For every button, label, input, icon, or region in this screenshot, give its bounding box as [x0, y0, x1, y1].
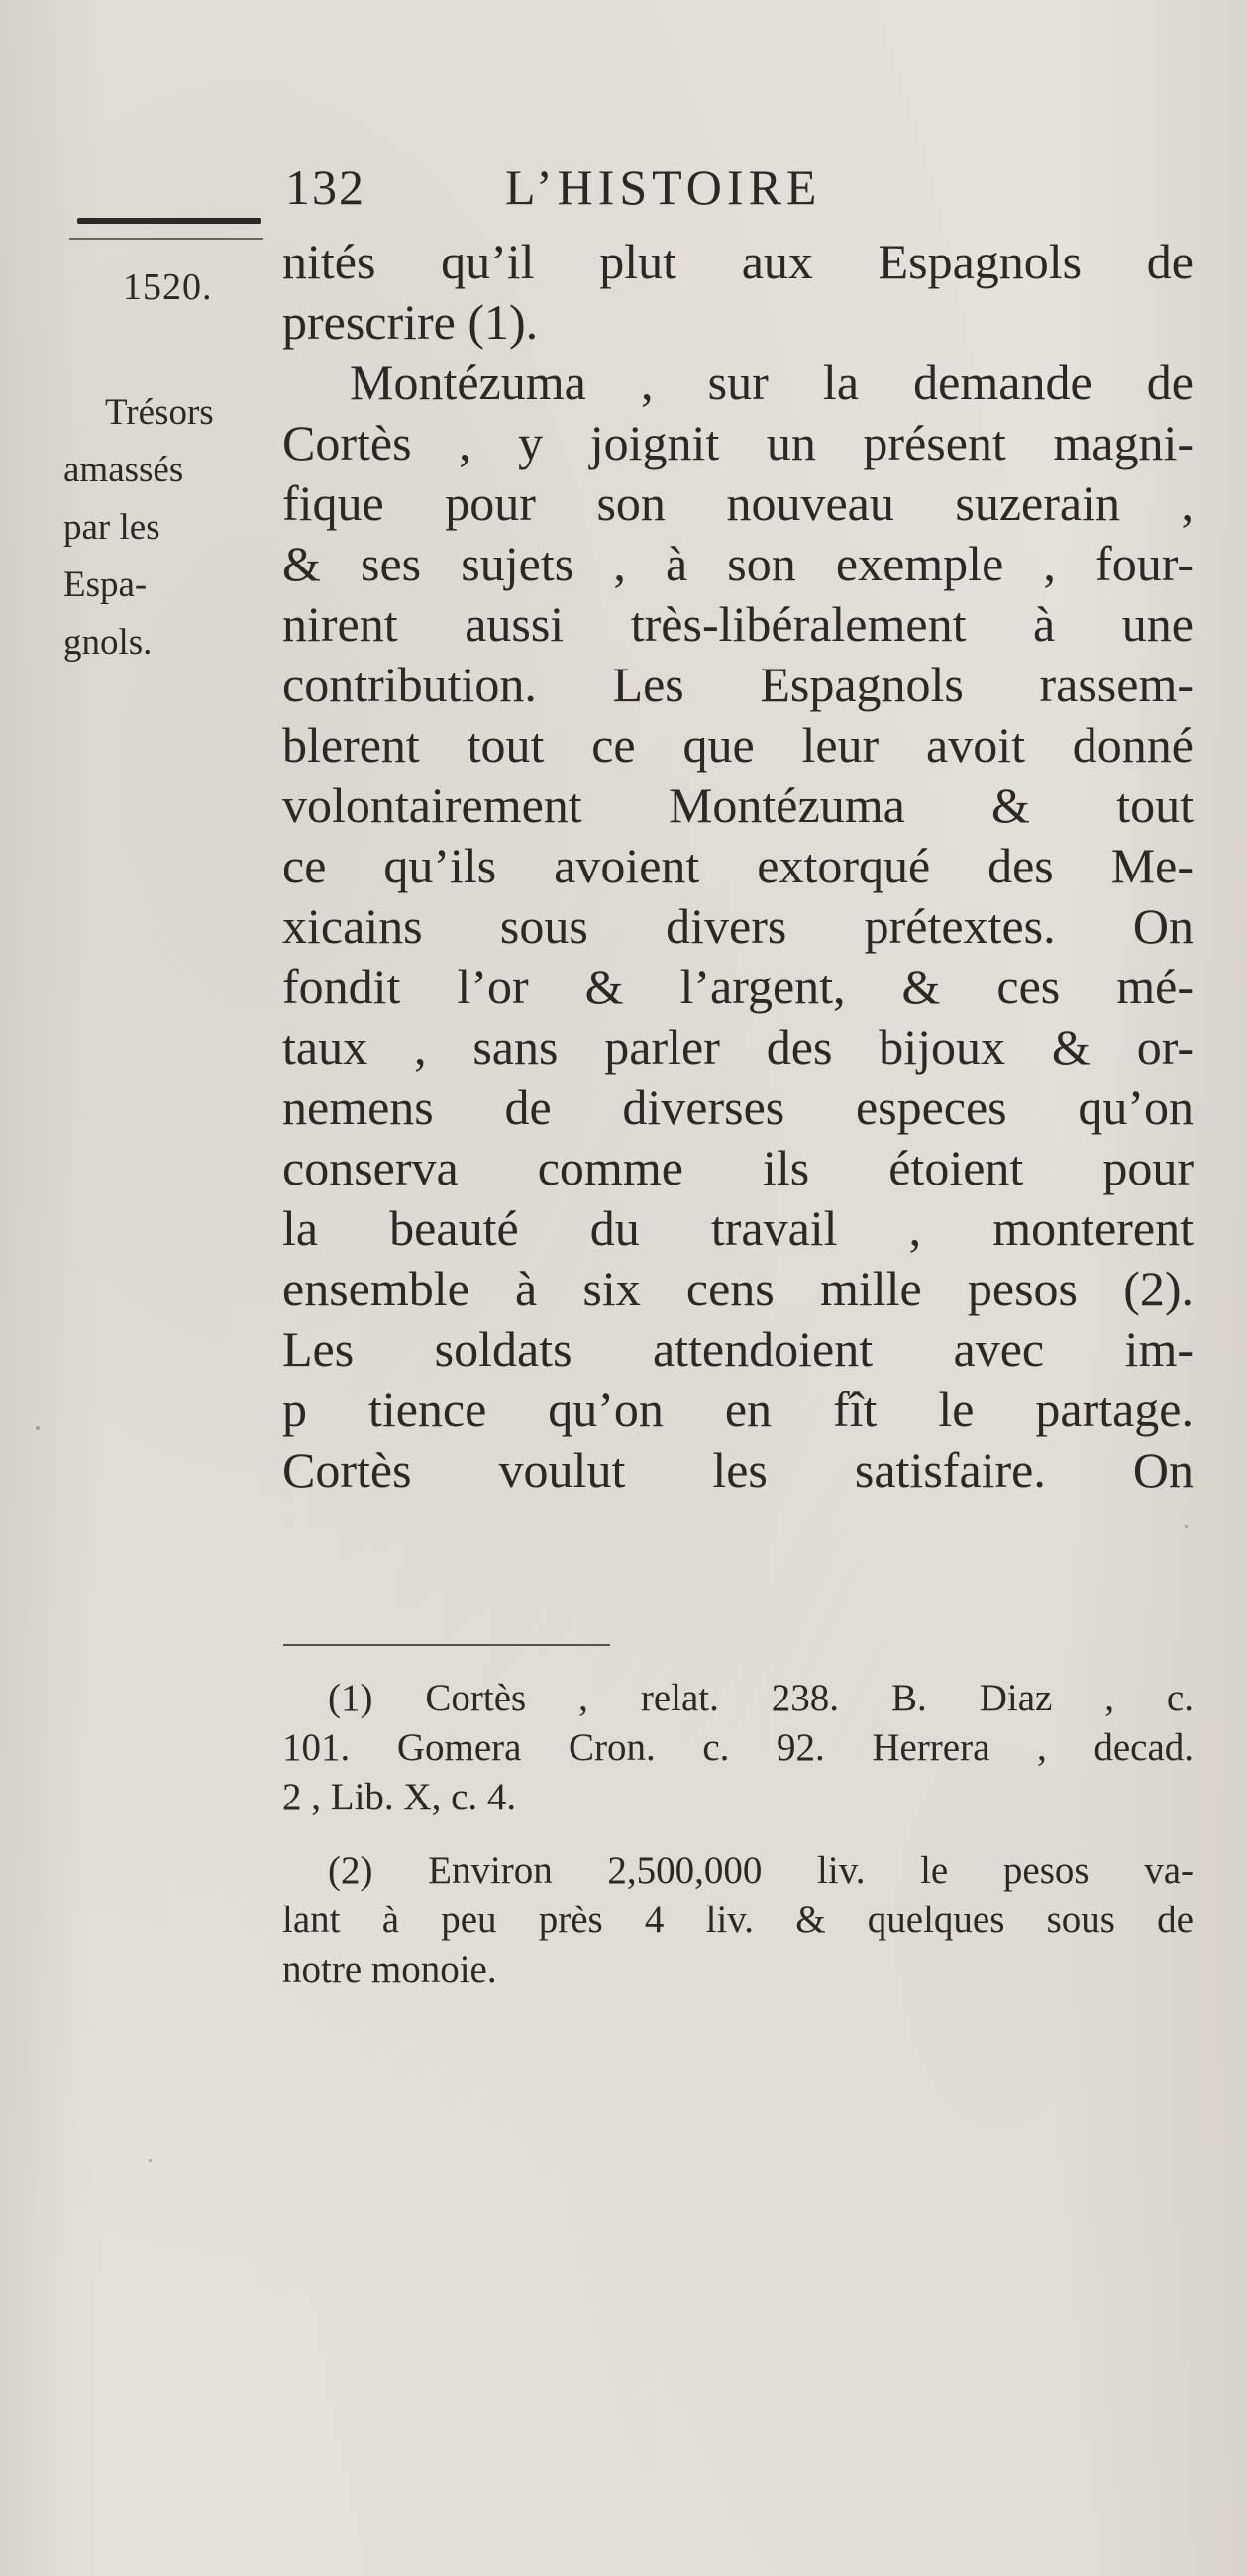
text-line: taux , sans parler des bijoux & or-	[282, 1019, 1194, 1075]
paper-speck	[149, 2159, 152, 2162]
page-number: 132	[285, 159, 365, 215]
text-line: ensemble à six cens mille pesos (2).	[282, 1261, 1194, 1316]
margin-note-line: gnols.	[63, 622, 153, 663]
text-line: fique pour son nouveau suzerain ,	[282, 475, 1194, 531]
text-line: & ses sujets , à son exemple , four-	[282, 536, 1194, 591]
footnote-1	[282, 1674, 1194, 1822]
text-line: fondit l’or & l’argent, & ces mé-	[282, 959, 1194, 1014]
text-line: volontairement Montézuma & tout	[282, 777, 1194, 833]
text-line: conserva comme ils étoient pour	[282, 1140, 1194, 1195]
footnote-line: lant à peu près 4 liv. & quelques sous de	[282, 1899, 1194, 1941]
footnote-line: notre monoie.	[282, 1948, 497, 1991]
margin-note-line: Trésors	[105, 392, 214, 433]
text-line: nités qu’il plut aux Espagnols de	[282, 234, 1194, 289]
footnote-rule	[283, 1644, 610, 1646]
text-line: nirent aussi très-libéralement à une	[282, 596, 1194, 652]
paper-speck	[1185, 1525, 1188, 1528]
margin-note-line: par les	[63, 507, 160, 548]
body-text	[282, 232, 1194, 1500]
text-line: blerent tout ce que leur avoit donné	[282, 717, 1194, 773]
margin-note-line: Espa-	[63, 565, 148, 605]
header-thin-rule	[69, 238, 263, 240]
text-line: xicains sous divers prétextes. On	[282, 898, 1194, 954]
margin-year: 1520.	[123, 266, 213, 308]
text-line: nemens de diverses especes qu’on	[282, 1080, 1194, 1135]
running-title: L’HISTOIRE	[505, 159, 822, 215]
text-line: la beauté du travail , monterent	[282, 1200, 1194, 1256]
footnote-2	[282, 1846, 1194, 1995]
footnote-line: (2) Environ 2,500,000 liv. le pesos va-	[328, 1849, 1194, 1892]
running-head	[285, 158, 969, 218]
footnote-line: 101. Gomera Cron. c. 92. Herrera , decad.	[282, 1726, 1194, 1769]
margin-note	[63, 384, 281, 671]
text-line: contribution. Les Espagnols rassem-	[282, 657, 1194, 712]
paper-speck	[36, 1426, 40, 1430]
margin-note-line: amassés	[63, 450, 184, 490]
text-line: Les soldats attendoient avec im-	[282, 1321, 1194, 1377]
footnotes	[282, 1674, 1194, 2018]
text-line: prescrire (1).	[282, 294, 539, 350]
footnote-line: 2 , Lib. X, c. 4.	[282, 1776, 517, 1818]
footnote-line: (1) Cortès , relat. 238. B. Diaz , c.	[328, 1677, 1194, 1719]
text-line: ce qu’ils avoient extorqué des Me-	[282, 838, 1194, 893]
header-ornament-rule	[77, 218, 261, 224]
text-line: Cortès voulut les satisfaire. On	[282, 1442, 1194, 1497]
text-line: Cortès , y joignit un présent magni-	[282, 415, 1194, 470]
text-line: Montézuma , sur la demande de	[350, 355, 1194, 410]
text-line: p tience qu’on en fît le partage.	[282, 1382, 1194, 1437]
